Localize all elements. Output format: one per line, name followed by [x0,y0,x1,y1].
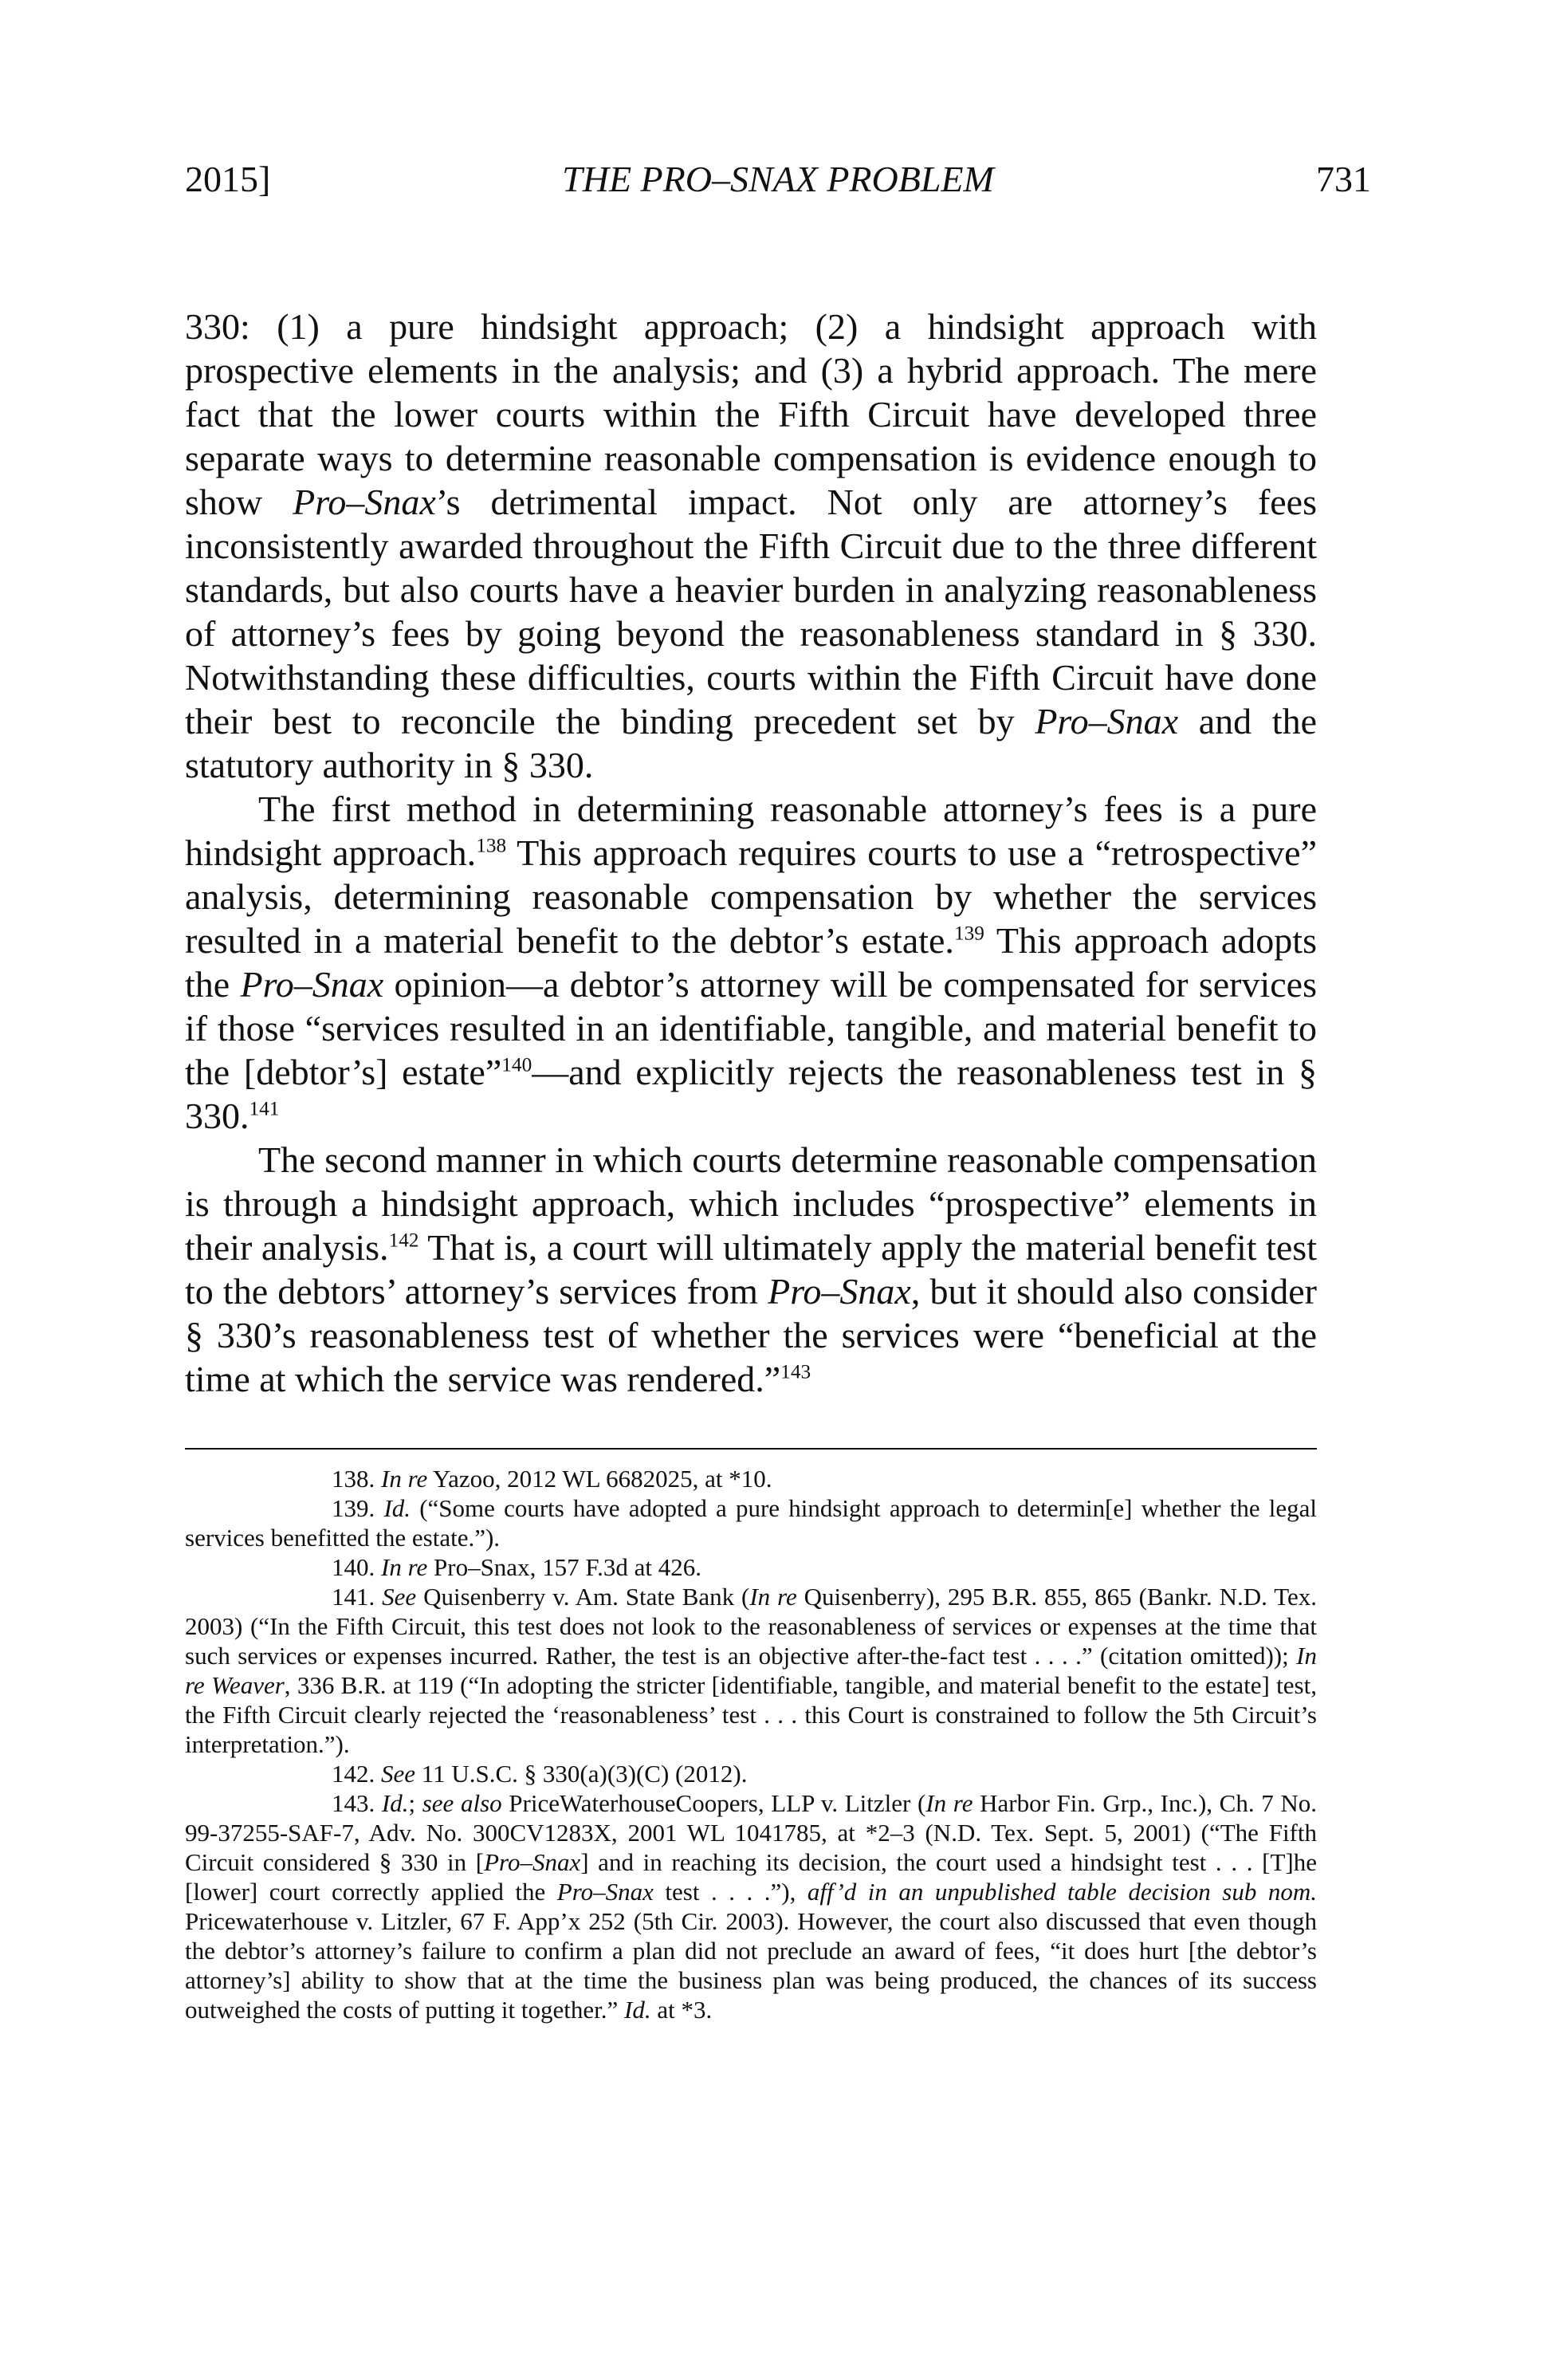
text-span: and the statutory authority in § 330. [185,701,1317,785]
footnote-number: 140. [332,1553,375,1581]
footnote-ref: 142 [388,1229,419,1252]
footnote-number: 139. [332,1494,375,1522]
text-span: The first method in determining reasonable attorney’s fees is a pure hindsight approach. [185,789,1317,873]
text-span: opinion—a debtor’s attorney will be compensated for services if those “services resulted in an identifiable, tangible, and material benefit to the [debtor’s] estate” [185,964,1317,1092]
footnote-divider [185,1448,1317,1450]
text-span: ’s detrimental impact. Not only are attorney’s fees inconsistently awarded throughout the Fifth Circuit due to the three different standards, but also courts have a heavier burden in analyzing reasonableness of attorney’s fees by going beyond the reasonableness standard in § 330. Notwithstanding these difficulties, courts within the Fifth Circuit have done their best to reconcile the binding precedent set by [185,482,1317,742]
text-span: ] and in reaching its decision, the court used a hindsight test . . . [T]he [lower] court correctly applied the [185,1848,1317,1906]
text-span: 11 U.S.C. § 330(a)(3)(C) (2012). [415,1760,748,1788]
footnote-number: 141. [332,1583,375,1611]
paragraph [185,1138,1317,1401]
footnote [185,1464,1317,1493]
text-span: —and explicitly rejects the reasonableness test in § 330. [185,1052,1317,1136]
footnote [185,1582,1317,1759]
footnote [185,1788,1317,2024]
italic-span: See [381,1760,416,1788]
header-title: THE PRO–SNAX PROBLEM [562,159,994,199]
text-span: , 336 B.R. at 119 (“In adopting the stricter [identifiable, tangible, and material benefit to the estate] test, the Fifth Circuit clearly rejected the ‘reasonableness’ test . . . this Court is constrained to follow the 5th Circuit’s interpretation.”). [185,1671,1317,1758]
text-span: PriceWaterhouseCoopers, LLP v. Litzler ( [501,1789,926,1817]
paragraph [185,305,1317,787]
footnote-ref: 138 [476,834,507,857]
text-span: This approach requires courts to use a “retrospective” analysis, determining reasonable compensation by whether the services resulted in a material benefit to the debtor’s estate. [185,832,1318,961]
text-span: Pricewaterhouse v. Litzler, 67 F. App’x 252 (5th Cir. 2003). However, the court also discussed that even though the debtor’s attorney’s failure to confirm a plan did not preclude an award of fees, “it does hurt [the debtor’s attorney’s] ability to show that at the time the business plan was being produced, the chances of its success outweighed the costs of putting it together.” [185,1907,1317,2024]
footnote [185,1493,1317,1552]
footnote-ref: 139 [953,922,984,945]
italic-span: Id. [383,1494,411,1522]
italic-span: In re [749,1583,797,1611]
italic-span: In re [925,1789,973,1817]
paragraph [185,787,1317,1138]
text-span: at *3. [650,1996,713,2024]
italic-span: Pro–Snax [293,482,436,522]
footnote-ref: 140 [501,1053,532,1076]
text-span: ; [408,1789,422,1817]
text-span: test . . . .”), [653,1878,807,1906]
text-span: 330: (1) a pure hindsight approach; (2) a hindsight approach with prospective elements in the analysis; and (3) a hybrid approach. The mere fact that the lower courts within the Fifth Circuit have developed three separate ways to determine reasonable compensation is evidence enough to show [185,306,1317,522]
footnote [185,1759,1317,1788]
footnote-number: 143. [332,1789,375,1817]
footnote-number: 138. [332,1465,375,1493]
italic-span: In re [381,1465,428,1493]
text-span: Quisenberry v. Am. State Bank ( [416,1583,750,1611]
footnote-ref: 143 [780,1360,811,1383]
text-span: Harbor Fin. Grp., Inc.), Ch. 7 No. 99-37255-SAF-7, Adv. No. 300CV1283X, 2001 WL 1041785, at *2–3 (N.D. Tex. Sept. 5, 2001) (“The Fifth Circuit considered § 330 in [ [185,1789,1318,1876]
main-text [185,305,1317,1401]
running-header [185,158,1371,222]
text-span: That is, a court will ultimately apply the material benefit test to the debtors’ attorney’s services from [185,1227,1317,1312]
italic-span: In re [381,1553,428,1581]
italic-span: Pro–Snax [484,1848,581,1876]
footnote-ref: 141 [249,1097,280,1120]
italic-span: Id. [624,1996,651,2024]
text-span: Pro–Snax, 157 F.3d at 426. [427,1553,701,1581]
italic-span: See [382,1583,417,1611]
text-span: Yazoo, 2012 WL 6682025, at *10. [427,1465,772,1493]
italic-span: see also [422,1789,502,1817]
italic-span: Pro–Snax [240,964,384,1005]
text-span: , but it should also consider § 330’s reasonableness test of whether the services were “beneficial at the time at which the service was rendered.” [185,1271,1317,1399]
italic-span: Pro–Snax [556,1878,654,1906]
footnote-number: 142. [332,1760,375,1788]
header-year: 2015] [185,159,271,199]
italic-span: Id. [381,1789,409,1817]
text-span: (“Some courts have adopted a pure hindsight approach to determin[e] whether the legal services benefitted the estate.”). [185,1494,1318,1552]
text-span: This approach adopts the [185,920,1317,1005]
page-number: 731 [1316,159,1371,199]
italic-span: Pro–Snax [1035,701,1179,742]
footnote [185,1552,1317,1582]
text-span: The second manner in which courts determine reasonable compensation is through a hindsight approach, which includes “prospective” elements in their analysis. [185,1139,1317,1268]
footnotes [185,1464,1317,2024]
italic-span: aff’d in an unpublished table decision sub nom. [807,1878,1317,1906]
italic-span: Pro–Snax [768,1271,911,1312]
italic-span: In re Weaver [185,1642,1317,1699]
text-span: Quisenberry), 295 B.R. 855, 865 (Bankr. N.D. Tex. 2003) (“In the Fifth Circuit, this test does not look to the reasonableness of services or expenses at the time that such services or expenses incurred. Rather, the test is an objective after-the-fact test . . . .” (citation omitted)); [185,1583,1318,1670]
